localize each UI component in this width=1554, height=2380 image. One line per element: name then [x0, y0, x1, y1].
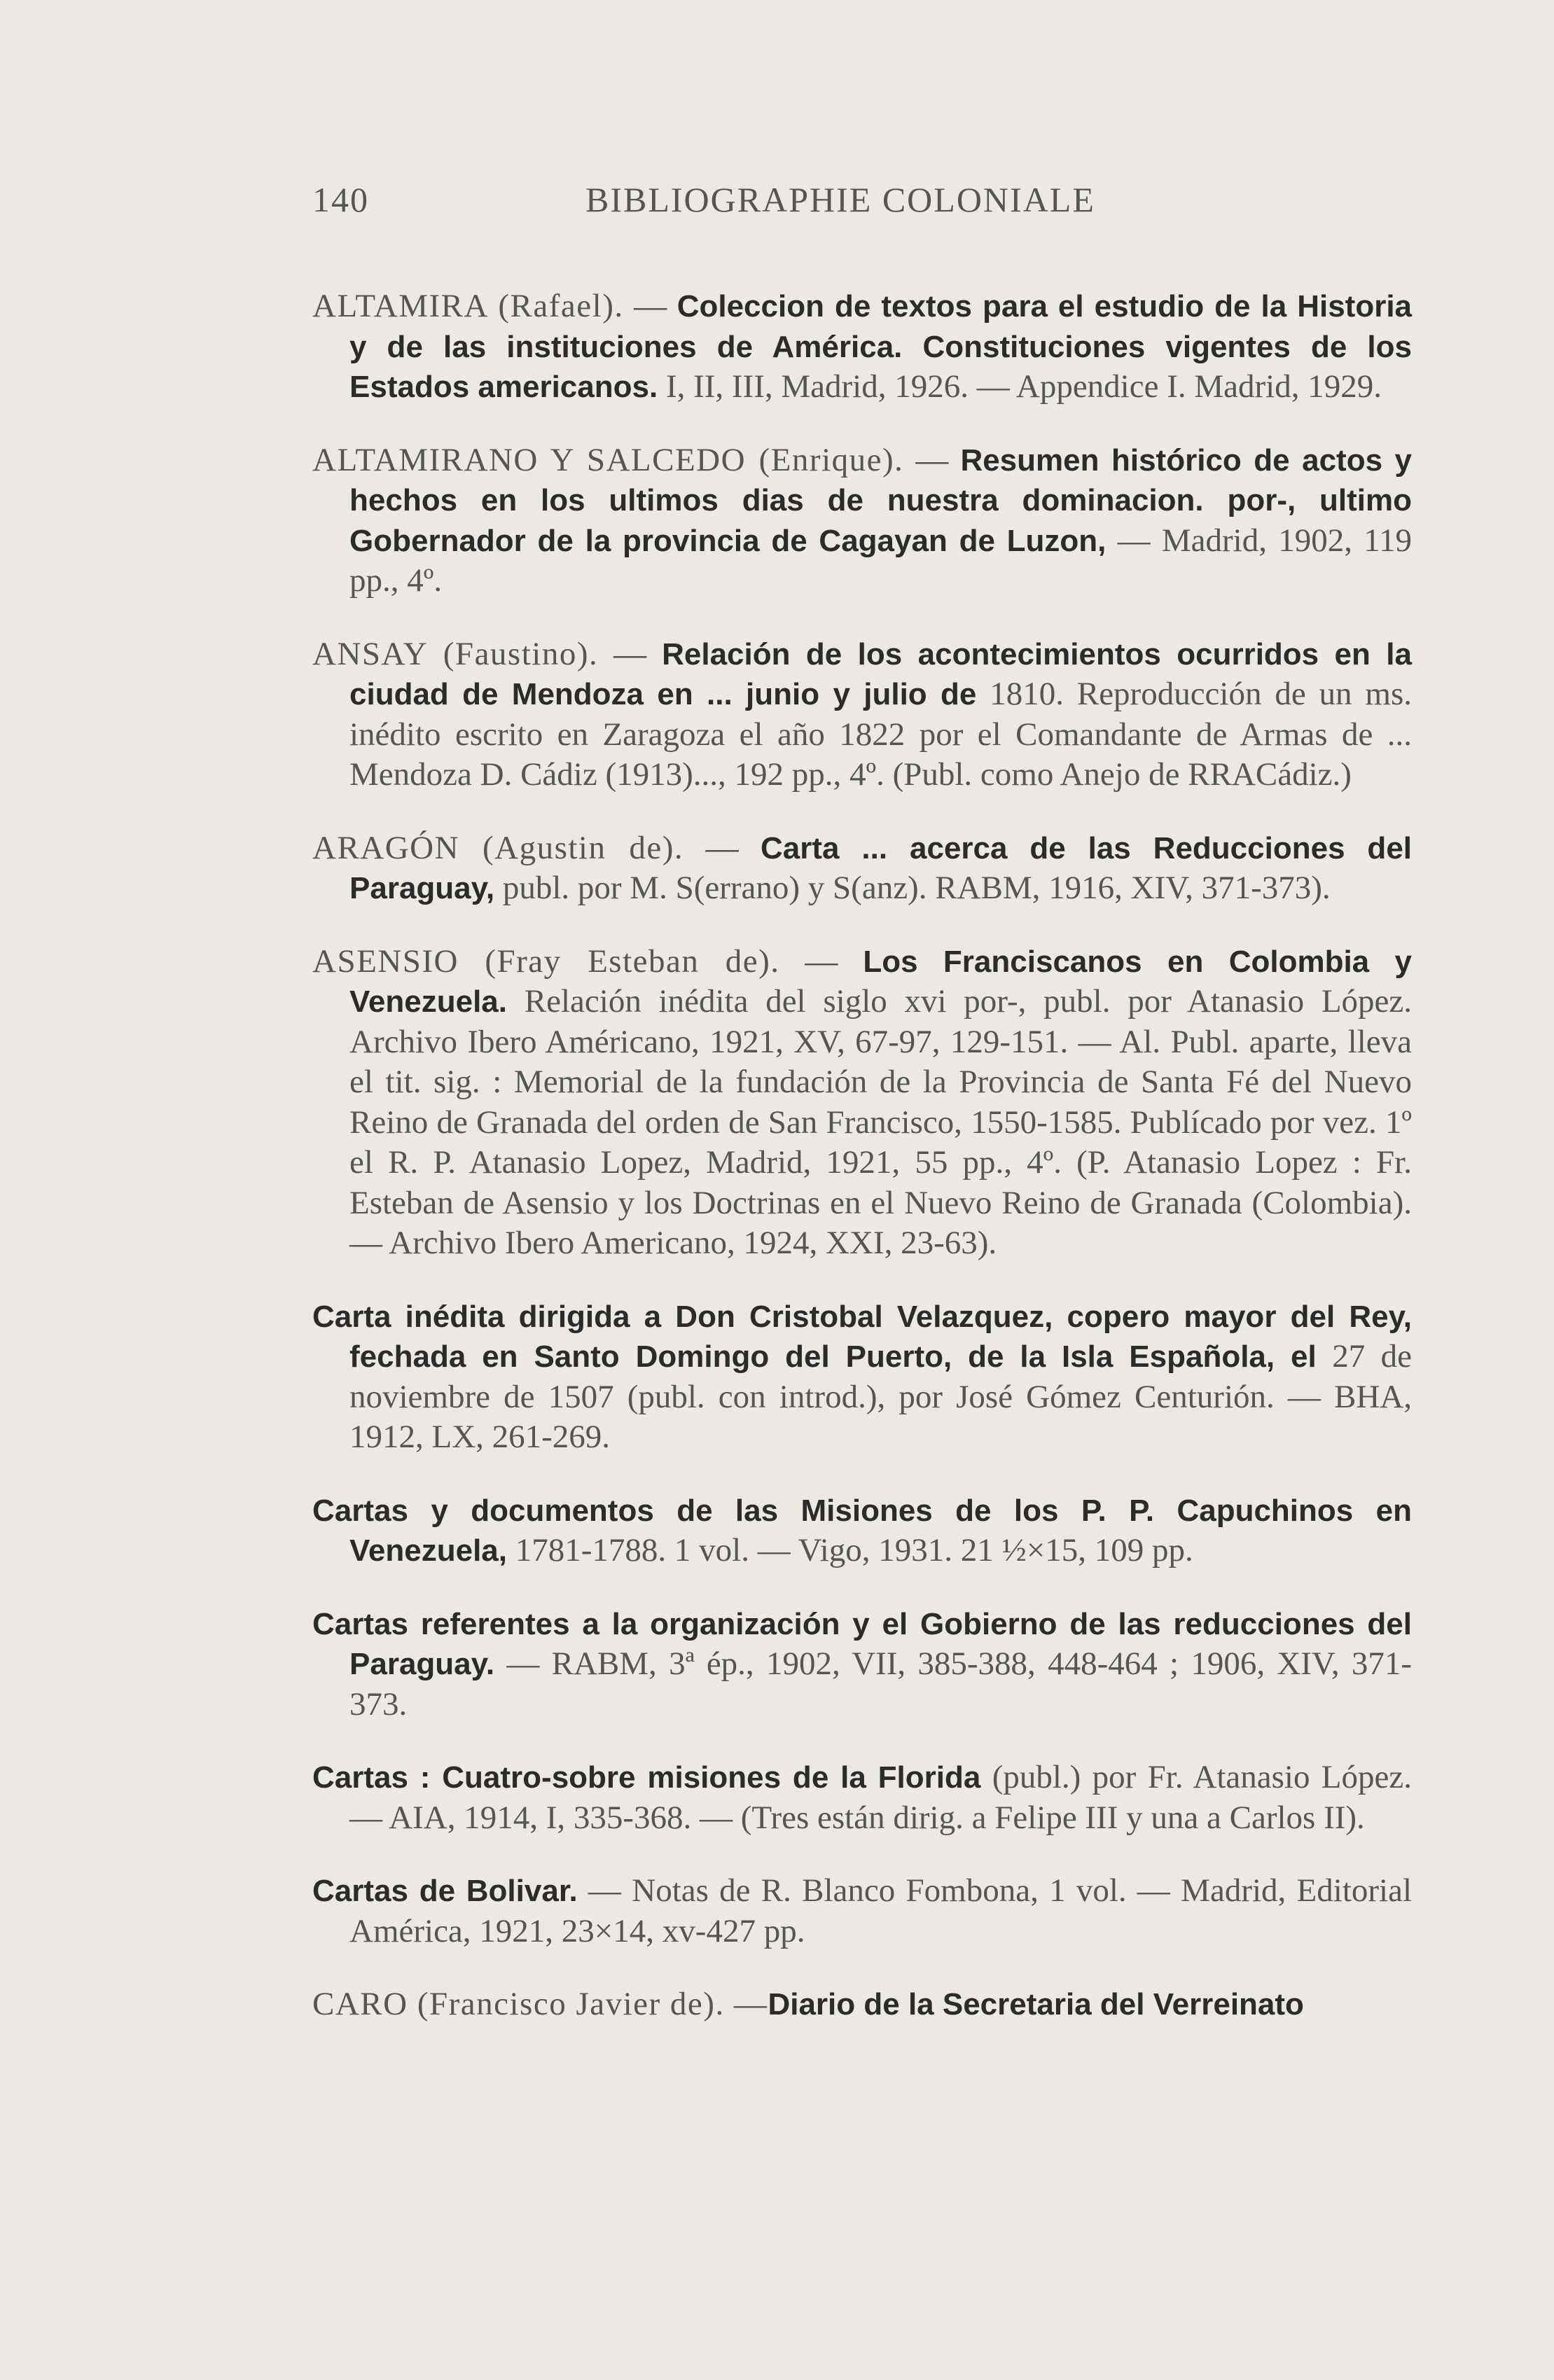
entry-details: 1781-1788. 1 vol. — Vigo, 1931. 21 ½×15, 109 pp.	[515, 1532, 1193, 1568]
running-title: BIBLIOGRAPHIE COLONIALE	[585, 180, 1095, 219]
entry-author: ALTAMIRA (Rafael).	[312, 288, 624, 324]
entry-title: Resumen histórico de actos y hechos en los ultimos dias de nuestra dominacion. por-, ultimo Gobernador de la provincia de Cagayan de Luzon,	[349, 443, 1413, 558]
page-header	[312, 179, 1405, 221]
bibliography-entry	[312, 1758, 1412, 1838]
entry-details: (publ.) por Fr. Atanasio López. — AIA, 1914, I, 335-368. — (Tres están dirig. a Felipe III y una a Carlos II).	[349, 1759, 1412, 1836]
entry-title: Cartas y documentos de las Misiones de los P. P. Capuchinos en Venezuela,	[312, 1493, 1412, 1568]
entry-details: 1810. Reproducción de un ms. inédito escrito en Zaragoza el año 1822 por el Comandante de Armas de ... Mendoza D. Cádiz (1913)..., 192 pp., 4º. (Publ. como Anejo de RRACádiz.)	[349, 676, 1413, 793]
entry-title: Relación de los acontecimientos ocurridos en la ciudad de Mendoza en ... junio y julio de	[349, 636, 1413, 711]
bibliography-entry	[312, 1984, 1412, 2025]
page-number: 140	[312, 180, 369, 219]
entry-details: — RABM, 3ª ép., 1902, VII, 385-388, 448-464 ; 1906, XIV, 371-373.	[349, 1645, 1412, 1723]
entry-title: Cartas de Bolivar.	[312, 1874, 578, 1908]
bibliography-entry	[312, 1604, 1412, 1725]
entry-title: Carta ... acerca de las Reducciones del Paraguay,	[349, 830, 1413, 905]
entry-details: I, II, III, Madrid, 1926. — Appendice I. Madrid, 1929.	[665, 368, 1382, 405]
bibliography-entry: ASENSIO (Fray Esteban de). — Los Franciscanos en Colombia y Venezuela. Relación inédita del siglo xvi por-, publ. por Atanasio López. Archivo Ibero Américano, 1921, XV, 67-97, 129-151. — Al. Publ. aparte, lleva el tit. sig. : Memorial de la fundación de la Provincia de Santa Fé del Nuevo Reino de Granada del orden de San Francisco, 1550-1585. Publícado por vez. 1º el R. P. Atanasio Lopez, Madrid, 1921, 55 pp., 4º. (P. Atanasio Lopez : Fr. Esteban de Asensio y los Doctrinas en el Nuevo Reino de Granada (Colombia). — Archivo Ibero Americano, 1924, XXI, 23-63).	[312, 942, 1413, 1261]
entry-author: ANSAY (Faustino).	[312, 635, 599, 672]
entry-details: — Madrid, 1902, 119 pp., 4º.	[349, 522, 1412, 599]
entry-author: ALTAMIRANO Y SALCEDO (Enrique).	[312, 441, 904, 478]
entry-title: Carta inédita dirigida a Don Cristobal Velazquez, copero mayor del Rey, fechada en Santo Domingo del Puerto, de la Isla Española, el	[312, 1299, 1412, 1374]
entry-details: — Notas de R. Blanco Fombona, 1 vol. — Madrid, Editorial América, 1921, 23×14, xv-427 pp.	[349, 1872, 1413, 1949]
entry-title: Cartas : Cuatro-sobre misiones de la Florida	[312, 1760, 981, 1795]
bibliography-entry: ALTAMIRANO Y SALCEDO (Enrique). — Resumen histórico de actos y hechos en los ultimos dias de nuestra dominacion. por-, ultimo Gobernador de la provincia de Cagayan de Luzon, — Madrid, 1902, 119 pp., 4º.	[312, 441, 1413, 599]
entry-author: CARO (Francisco Javier de). —	[312, 1986, 768, 2022]
entry-details: publ. por M. S(errano) y S(anz). RABM, 1916, XIV, 371-373).	[502, 870, 1331, 906]
bibliography-entries	[312, 253, 1412, 2040]
entry-details: Relación inédita del siglo xvi por-, publ. por Atanasio López. Archivo Ibero Américano, 1921, XV, 67-97, 129-151. — Al. Publ. aparte, lleva el tit. sig. : Memorial de la fundación de la Provincia de Santa Fé del Nuevo Reino de Granada del orden de San Francisco, 1550-1585. Publícado por vez. 1º el R. P. Atanasio Lopez, Madrid, 1921, 55 pp., 4º. (P. Atanasio Lopez : Fr. Esteban de Asensio y los Doctrinas en el Nuevo Reino de Granada (Colombia). — Archivo Ibero Americano, 1924, XXI, 23-63).	[349, 983, 1413, 1261]
bibliography-entry	[312, 1871, 1412, 1951]
bibliography-entry	[312, 1491, 1412, 1571]
entry-author: ARAGÓN (Agustin de).	[312, 829, 684, 866]
entry-title: Diario de la Secretaria del Verreinato	[768, 1987, 1304, 2021]
bibliography-entry: ARAGÓN (Agustin de). — Carta ... acerca de las Reducciones del Paraguay, publ. por M. S(errano) y S(anz). RABM, 1916, XIV, 371-373).	[312, 829, 1413, 906]
entry-details: 27 de noviembre de 1507 (publ. con introd.), por José Gómez Centurión. — BHA, 1912, LX, 261-269.	[349, 1338, 1413, 1455]
entry-author: ASENSIO (Fray Esteban de).	[312, 942, 780, 980]
entry-title: Los Franciscanos en Colombia y Venezuela.	[349, 944, 1413, 1019]
bibliography-entry: ALTAMIRA (Rafael). — Coleccion de textos para el estudio de la Historia y de las instituciones de América. Constituciones vigentes de los Estados americanos. I, II, III, Madrid, 1926. — Appendice I. Madrid, 1929.	[312, 288, 1413, 405]
bibliography-entry: ANSAY (Faustino). — Relación de los acontecimientos ocurridos en la ciudad de Mendoza en ... junio y julio de 1810. Reproducción de un ms. inédito escrito en Zaragoza el año 1822 por el Comandante de Armas de ... Mendoza D. Cádiz (1913)..., 192 pp., 4º. (Publ. como Anejo de RRACádiz.)	[312, 635, 1413, 793]
entry-title: Cartas referentes a la organización y el Gobierno de las reducciones del Paraguay.	[312, 1606, 1412, 1681]
bibliography-entry	[312, 1297, 1412, 1458]
entry-title: Coleccion de textos para el estudio de la Historia y de las instituciones de América. Constituciones vigentes de los Estados americanos.	[349, 289, 1413, 404]
